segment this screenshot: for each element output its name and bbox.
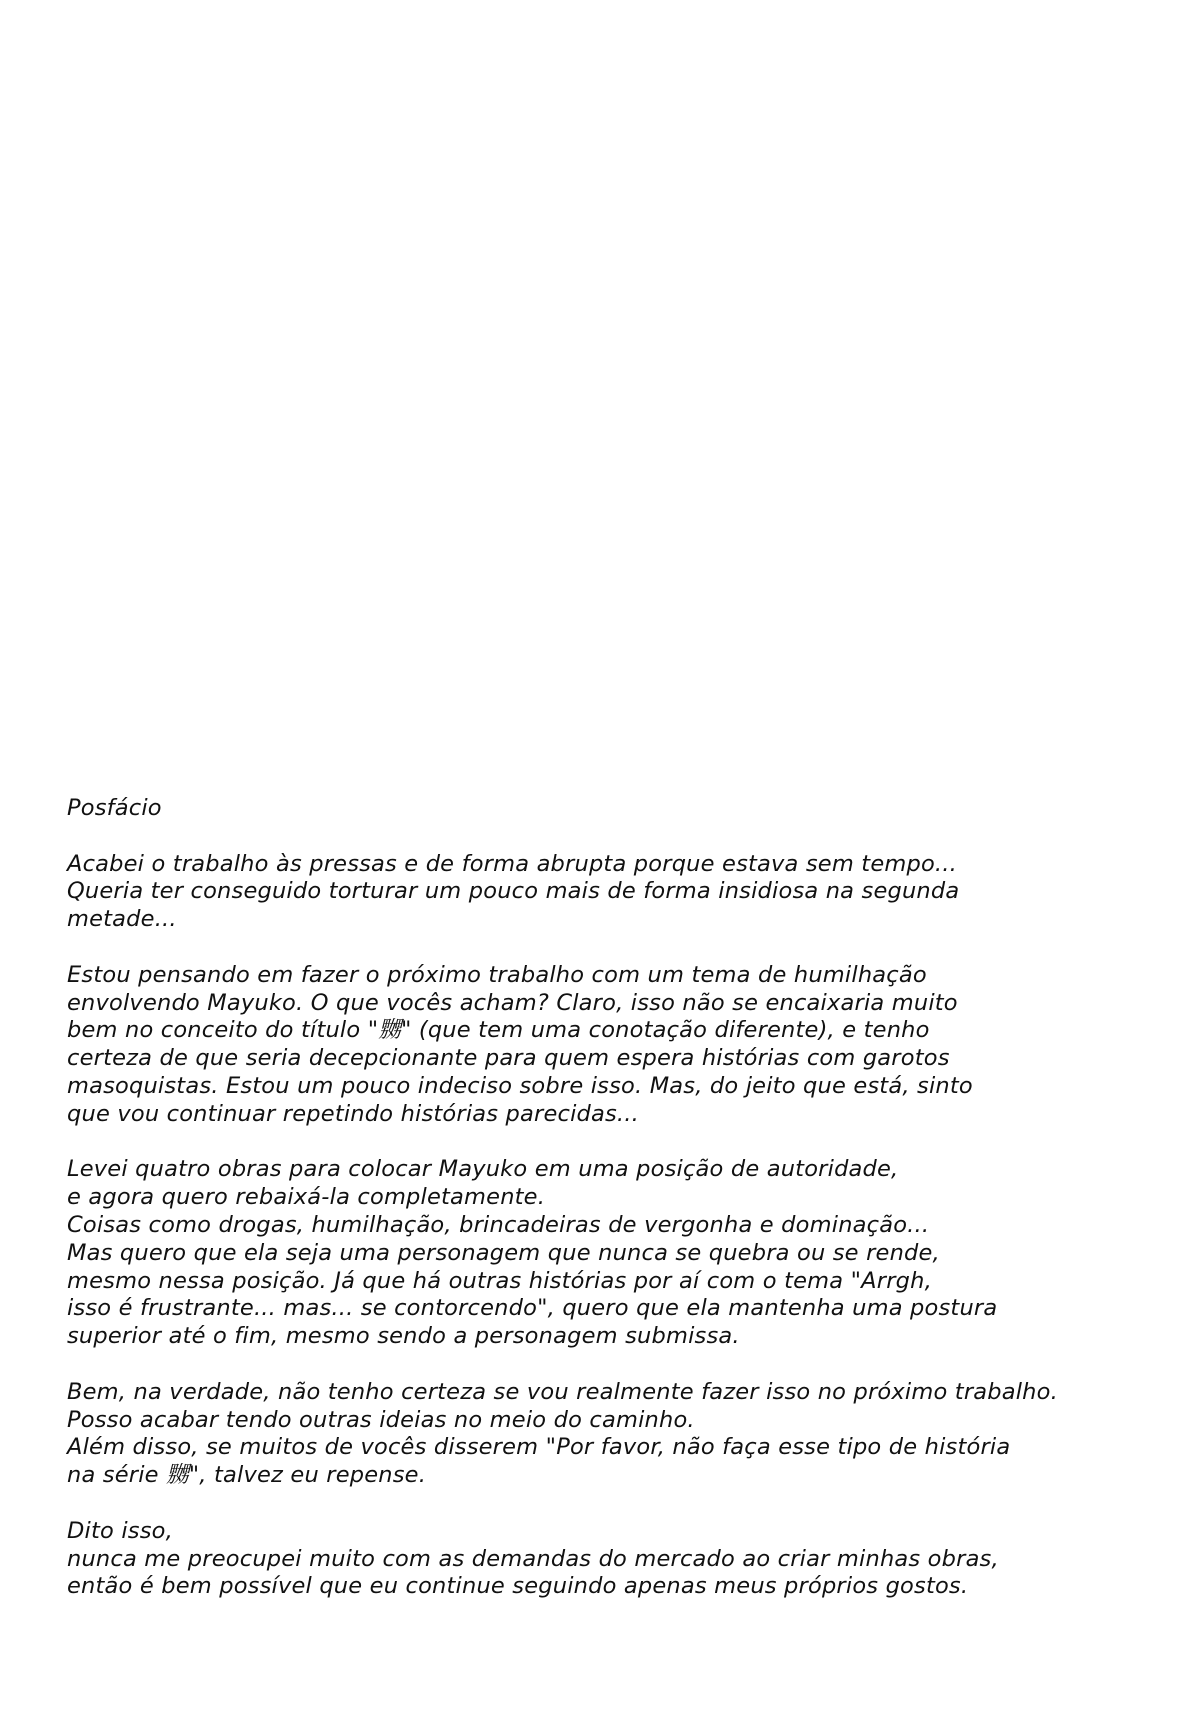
paragraph-gap	[67, 934, 1177, 962]
paragraph-1	[67, 851, 1177, 934]
text-line: e agora quero rebaixá-la completamente.	[67, 1184, 546, 1211]
text-line: Além disso, se muitos de vocês disserem "Por favor, não faça esse tipo de história	[67, 1434, 1011, 1461]
text-line: certeza de que seria decepcionante para quem espera histórias com garotos	[67, 1045, 950, 1072]
afterword-text-block	[67, 795, 1177, 1601]
text-line: Bem, na verdade, não tenho certeza se vou realmente fazer isso no próximo trabalho.	[67, 1378, 1058, 1405]
text-line: superior até o fim, mesmo sendo a personagem submissa.	[67, 1323, 740, 1350]
paragraph-gap	[67, 1490, 1177, 1518]
text-line: mesmo nessa posição. Já que há outras histórias por aí com o tema "Arrgh,	[67, 1267, 932, 1294]
text-line: Mas quero que ela seja uma personagem que nunca se quebra ou se rende,	[67, 1239, 940, 1266]
paragraph-2	[67, 962, 1177, 1129]
text-line: Estou pensando em fazer o próximo trabalho com um tema de humilhação	[67, 961, 927, 988]
paragraph-3	[67, 1156, 1177, 1351]
paragraph-5	[67, 1518, 1177, 1601]
text-line: envolvendo Mayuko. O que vocês acham? Claro, isso não se encaixaria muito	[67, 989, 958, 1016]
paragraph-4	[67, 1379, 1177, 1490]
text-line: bem no conceito do título "嬲" (que tem uma conotação diferente), e tenho	[67, 1017, 930, 1044]
paragraph-gap	[67, 823, 1177, 851]
text-line: na série 嬲", talvez eu repense.	[67, 1462, 427, 1489]
text-line: metade...	[67, 906, 177, 933]
afterword-heading: Posfácio	[67, 795, 162, 821]
text-line: masoquistas. Estou um pouco indeciso sobre isso. Mas, do jeito que está, sinto	[67, 1072, 973, 1099]
text-line: isso é frustrante... mas... se contorcendo", quero que ela mantenha uma postura	[67, 1295, 998, 1322]
text-line: então é bem possível que eu continue seguindo apenas meus próprios gostos.	[67, 1573, 969, 1600]
text-line: Queria ter conseguido torturar um pouco mais de forma insidiosa na segunda	[67, 878, 960, 905]
text-line: Levei quatro obras para colocar Mayuko em uma posição de autoridade,	[67, 1156, 899, 1183]
text-line: Acabei o trabalho às pressas e de forma abrupta porque estava sem tempo...	[67, 850, 957, 877]
text-line: Dito isso,	[67, 1517, 173, 1544]
paragraph-gap	[67, 1129, 1177, 1157]
text-line: Posso acabar tendo outras ideias no meio do caminho.	[67, 1406, 695, 1433]
text-line: nunca me preocupei muito com as demandas do mercado ao criar minhas obras,	[67, 1545, 999, 1572]
paragraph-gap	[67, 1351, 1177, 1379]
text-line: que vou continuar repetindo histórias parecidas...	[67, 1100, 639, 1127]
text-line: Coisas como drogas, humilhação, brincadeiras de vergonha e dominação...	[67, 1211, 930, 1238]
